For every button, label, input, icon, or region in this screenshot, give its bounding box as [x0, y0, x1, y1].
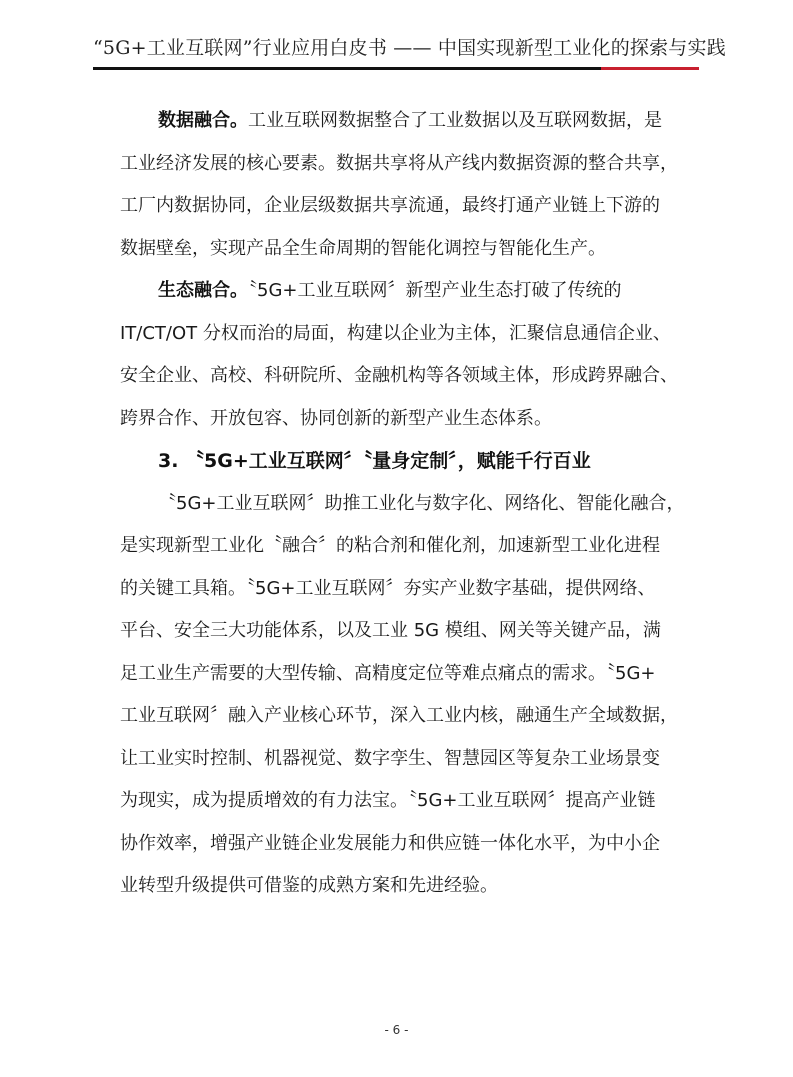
paragraph-line: 跨界合作、开放包容、协同创新的新型产业生态体系。	[120, 407, 552, 429]
paragraph-line: 工业经济发展的核心要素。数据共享将从产线内数据资源的整合共享，	[120, 152, 678, 174]
paragraph-line: 足工业生产需要的大型传输、高精度定位等难点痛点的需求。〝5G+	[120, 662, 656, 684]
paragraph-text: 工业互联网数据整合了工业数据以及互联网数据，是	[248, 110, 662, 131]
page-body	[120, 100, 690, 908]
paragraph-line: 为现实，成为提质增效的有力法宝。〝5G+工业互联网〞提高产业链	[120, 790, 656, 811]
header-rule-red	[601, 67, 699, 70]
paragraph-line: IT/CT/OT 分权而治的局面，构建以企业为主体，汇聚信息通信企业、	[120, 322, 671, 344]
paragraph-line: 数据壁垒，实现产品全生命周期的智能化调控与智能化生产。	[120, 237, 606, 259]
paragraph-line: 业转型升级提供可借鉴的成熟方案和先进经验。	[120, 875, 498, 896]
header-rule-black	[93, 67, 601, 70]
section-heading: 3. 〝5G+工业互联网〞〝量身定制〞，赋能千行百业	[158, 450, 591, 472]
paragraph-line: 的关键工具箱。〝5G+工业互联网〞夯实产业数字基础，提供网络、	[120, 577, 656, 599]
paragraph-line	[120, 270, 690, 313]
paragraph-line: 工厂内数据协同，企业层级数据共享流通，最终打通产业链上下游的	[120, 195, 660, 216]
paragraph-line: 安全企业、高校、科研院所、金融机构等各领域主体，形成跨界融合、	[120, 365, 678, 386]
paragraph-lead-eco-fusion: 生态融合。	[158, 280, 248, 301]
paragraph-line	[120, 100, 690, 143]
paragraph-line: 协作效率，增强产业链企业发展能力和供应链一体化水平，为中小企	[120, 832, 660, 854]
paragraph-line: 工业互联网〞融入产业核心环节，深入工业内核，融通生产全域数据，	[120, 705, 678, 726]
header-title: “5G+工业互联网”行业应用白皮书 —— 中国实现新型工业化的探索与实践	[93, 37, 726, 59]
page-number: - 6 -	[384, 1023, 409, 1037]
paragraph-line: 平台、安全三大功能体系，以及工业 5G 模组、网关等关键产品，满	[120, 620, 661, 641]
paragraph-line: 〝5G+工业互联网〞助推工业化与数字化、网络化、智能化融合，	[158, 492, 685, 514]
paragraph-lead-data-fusion: 数据融合。	[158, 110, 248, 131]
paragraph-line: 让工业实时控制、机器视觉、数字孪生、智慧园区等复杂工业场景变	[120, 747, 660, 769]
paragraph-line: 是实现新型工业化〝融合〞的粘合剂和催化剂，加速新型工业化进程	[120, 535, 660, 556]
paragraph-text: 〝5G+工业互联网〞新型产业生态打破了传统的	[248, 280, 622, 301]
